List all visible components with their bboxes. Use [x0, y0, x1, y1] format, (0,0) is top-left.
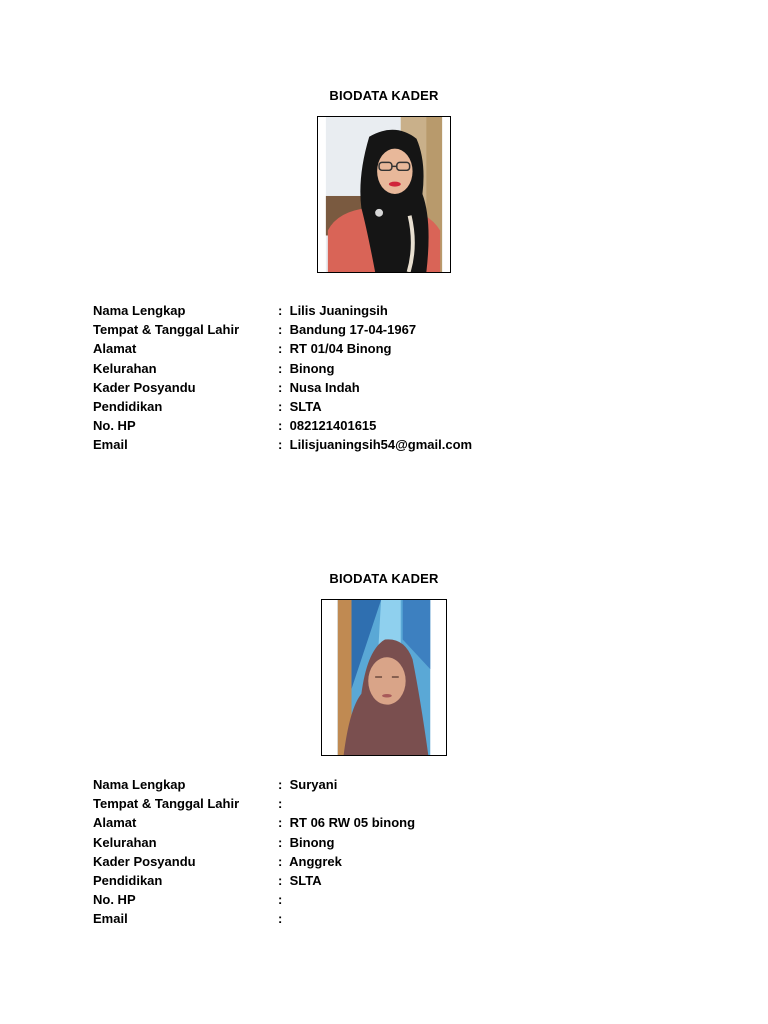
- record-2-title: BIODATA KADER: [329, 571, 439, 586]
- field-separator: :: [278, 777, 283, 792]
- portrait-photo-2: [322, 600, 446, 755]
- field-separator: :: [278, 398, 283, 414]
- field-label: Tempat & Tanggal Lahir: [93, 796, 240, 812]
- field-value: RT 01/04 Binong: [289, 341, 392, 357]
- field-alamat: [93, 813, 693, 832]
- field-kelurahan: [93, 833, 693, 852]
- field-label: Kader Posyandu: [93, 379, 196, 395]
- field-separator: :: [278, 360, 283, 376]
- field-label: Kelurahan: [93, 360, 157, 376]
- field-separator: :: [278, 322, 283, 338]
- field-label: Email: [93, 437, 128, 453]
- field-value: Bandung 17-04-1967: [289, 322, 417, 338]
- field-label: No. HP: [93, 892, 136, 908]
- field-alamat: [93, 339, 693, 358]
- field-nama-lengkap: [93, 301, 693, 320]
- field-separator: :: [278, 853, 283, 869]
- field-separator: :: [278, 796, 283, 812]
- field-email: [93, 909, 693, 928]
- record-1-fields: [93, 301, 693, 455]
- field-label: Email: [93, 911, 128, 927]
- field-kader-posyandu: [93, 852, 693, 871]
- record-2-photo: [321, 599, 447, 756]
- field-kelurahan: [93, 359, 693, 378]
- field-separator: :: [278, 911, 283, 927]
- field-label: Tempat & Tanggal Lahir: [93, 322, 240, 338]
- field-label: Alamat: [93, 815, 137, 831]
- field-label: Alamat: [93, 341, 137, 357]
- field-label: Pendidikan: [93, 398, 163, 414]
- field-value: Suryani: [289, 777, 338, 792]
- field-tempat-tanggal-lahir: [93, 320, 693, 339]
- record-2-fields: [93, 775, 693, 929]
- field-pendidikan: [93, 871, 693, 890]
- field-value: 082121401615: [289, 418, 377, 434]
- field-label: Nama Lengkap: [93, 777, 186, 792]
- field-pendidikan: [93, 397, 693, 416]
- record-1-title: BIODATA KADER: [329, 88, 439, 103]
- portrait-photo-1: [318, 117, 450, 272]
- field-value: Anggrek: [289, 853, 342, 869]
- field-value: Binong: [289, 360, 335, 376]
- field-separator: :: [278, 834, 283, 850]
- field-label: No. HP: [93, 418, 136, 434]
- field-label: Kelurahan: [93, 834, 157, 850]
- field-no-hp: [93, 416, 693, 435]
- field-value: Binong: [289, 834, 335, 850]
- field-label: Nama Lengkap: [93, 303, 186, 318]
- field-value: Nusa Indah: [289, 379, 360, 395]
- field-separator: :: [278, 872, 283, 888]
- field-value: SLTA: [289, 398, 322, 414]
- field-label: Pendidikan: [93, 872, 163, 888]
- field-label: Kader Posyandu: [93, 853, 196, 869]
- field-separator: :: [278, 815, 283, 831]
- field-separator: :: [278, 303, 283, 318]
- field-kader-posyandu: [93, 378, 693, 397]
- field-nama-lengkap: [93, 775, 693, 794]
- field-separator: :: [278, 892, 283, 908]
- field-value: Lilisjuaningsih54@gmail.com: [289, 437, 473, 453]
- field-value: Lilis Juaningsih: [289, 303, 388, 318]
- record-1-photo: [317, 116, 451, 273]
- field-separator: :: [278, 379, 283, 395]
- field-value: SLTA: [289, 872, 322, 888]
- field-email: [93, 435, 693, 454]
- field-separator: :: [278, 418, 283, 434]
- field-separator: :: [278, 341, 283, 357]
- field-no-hp: [93, 890, 693, 909]
- field-separator: :: [278, 437, 283, 453]
- field-tempat-tanggal-lahir: [93, 794, 693, 813]
- field-value: RT 06 RW 05 binong: [289, 815, 416, 831]
